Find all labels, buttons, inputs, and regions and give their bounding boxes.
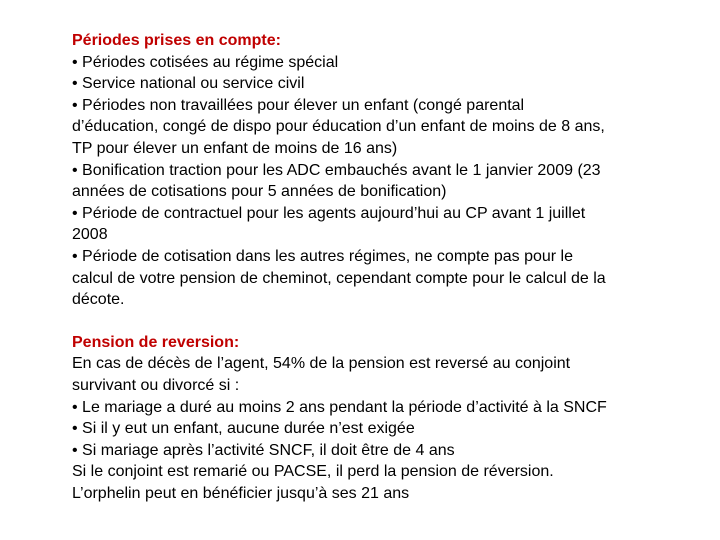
text-line: 2008	[72, 226, 108, 244]
text-line: d’éducation, congé de dispo pour éducation d’un enfant de moins de 8 ans,	[72, 118, 605, 136]
text-line: calcul de votre pension de cheminot, cependant compte pour le calcul de la	[72, 269, 606, 287]
text-line: • Périodes non travaillées pour élever un enfant (congé parental	[72, 96, 525, 114]
text-line: années de cotisations pour 5 années de bonification)	[72, 183, 447, 201]
text-line: décote.	[72, 291, 125, 309]
section-periodes	[72, 30, 682, 311]
section-pension-reversion	[72, 332, 682, 505]
text-line: • Le mariage a duré au moins 2 ans pendant la période d’activité à la SNCF	[72, 398, 607, 416]
section-title-pension: Pension de reversion:	[72, 333, 240, 351]
text-line: • Service national ou service civil	[72, 75, 305, 93]
text-line: Si le conjoint est remarié ou PACSE, il perd la pension de réversion.	[72, 463, 554, 481]
text-line: • Bonification traction pour les ADC embauchés avant le 1 janvier 2009 (23	[72, 161, 601, 179]
text-line: • Période de contractuel pour les agents aujourd’hui au CP avant 1 juillet	[72, 204, 586, 222]
text-line: TP pour élever un enfant de moins de 16 ans)	[72, 139, 398, 157]
text-line: • Si il y eut un enfant, aucune durée n’est exigée	[72, 420, 415, 438]
slide-content	[72, 30, 682, 504]
text-line: • Si mariage après l’activité SNCF, il doit être de 4 ans	[72, 441, 455, 459]
text-line: En cas de décès de l’agent, 54% de la pension est reversé au conjoint	[72, 355, 571, 373]
text-line: • Périodes cotisées au régime spécial	[72, 53, 339, 71]
section-title-periodes: Périodes prises en compte:	[72, 32, 281, 49]
text-line: • Période de cotisation dans les autres régimes, ne compte pas pour le	[72, 247, 573, 265]
text-line: survivant ou divorcé si :	[72, 376, 240, 394]
text-line: L’orphelin peut en bénéficier jusqu’à ses 21 ans	[72, 484, 410, 502]
